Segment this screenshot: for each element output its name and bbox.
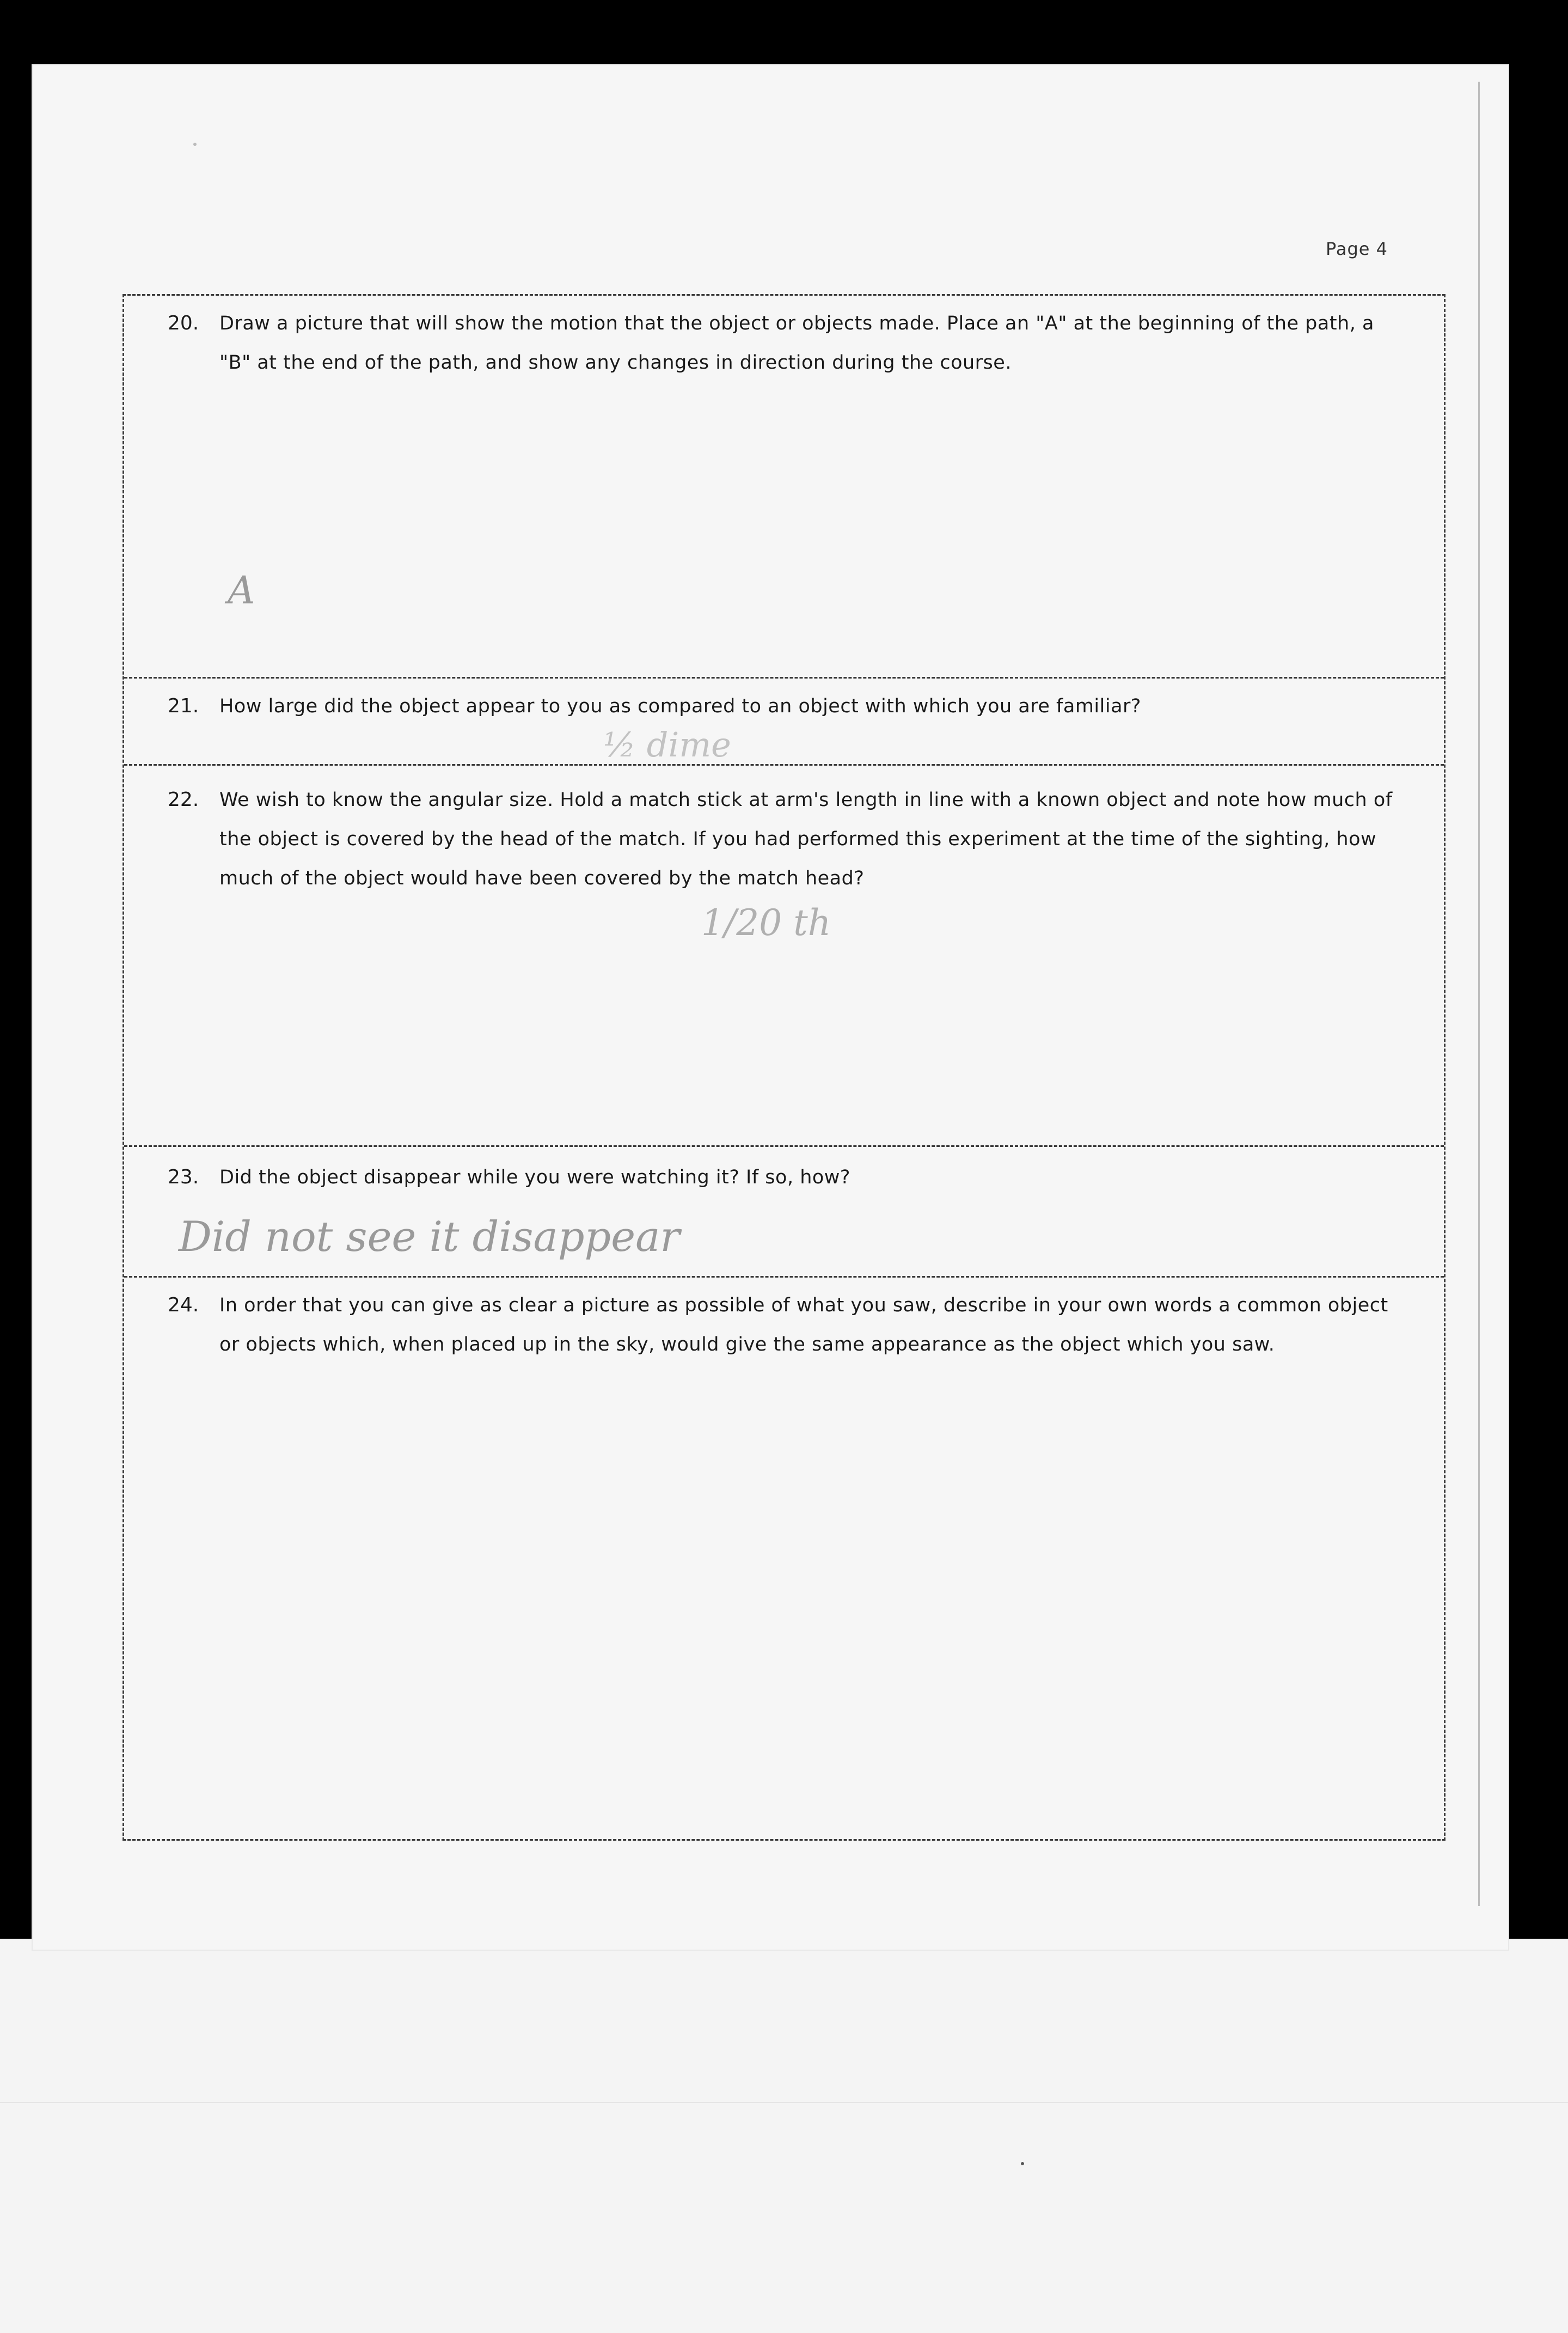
page-edge-line (1478, 82, 1480, 1906)
form-page (33, 65, 1508, 1950)
question-number: 22. (168, 789, 199, 811)
handwritten-answer: Did not see it disappear (179, 1212, 680, 1261)
questionnaire-form (122, 294, 1445, 1841)
question-text: Did the object disappear while you were watching it? If so, how? (219, 1166, 850, 1188)
lower-sheet-background (0, 1939, 1568, 2333)
question-number: 23. (168, 1166, 199, 1188)
question-22-section (124, 764, 1444, 1145)
question-number: 24. (168, 1294, 199, 1316)
scan-speck (1021, 2162, 1024, 2165)
scan-speck (193, 143, 197, 146)
background-divider (0, 2102, 1568, 2103)
question-text: How large did the object appear to you as compared to an object with which you are familiar? (219, 695, 1141, 717)
question-23-section (124, 1145, 1444, 1276)
handwritten-answer: 1/20 th (701, 902, 831, 944)
question-text: In order that you can give as clear a picture as possible of what you saw, describe in your own words a common object or objects which, when placed up in the sky, would give the same appearance as the object which you saw. (219, 1294, 1388, 1355)
question-number: 20. (168, 312, 199, 334)
question-21-section (124, 677, 1444, 764)
question-20-section (124, 296, 1444, 677)
question-text: We wish to know the angular size. Hold a match stick at arm's length in line with a known object and note how much of the object is covered by the head of the match. If you had performed this experiment at the time of the sighting, how much of the object would have been covered by the match head? (219, 789, 1393, 889)
question-24-section (124, 1276, 1444, 1839)
handwritten-answer: ½ dime (603, 725, 731, 765)
page-number: Page 4 (1326, 239, 1388, 259)
question-number: 21. (168, 695, 199, 717)
question-text: Draw a picture that will show the motion that the object or objects made. Place an "A" at the beginning of the path, a "B" at the end of the path, and show any changes in direction during the course. (219, 313, 1374, 374)
handwritten-answer: A (228, 568, 255, 613)
